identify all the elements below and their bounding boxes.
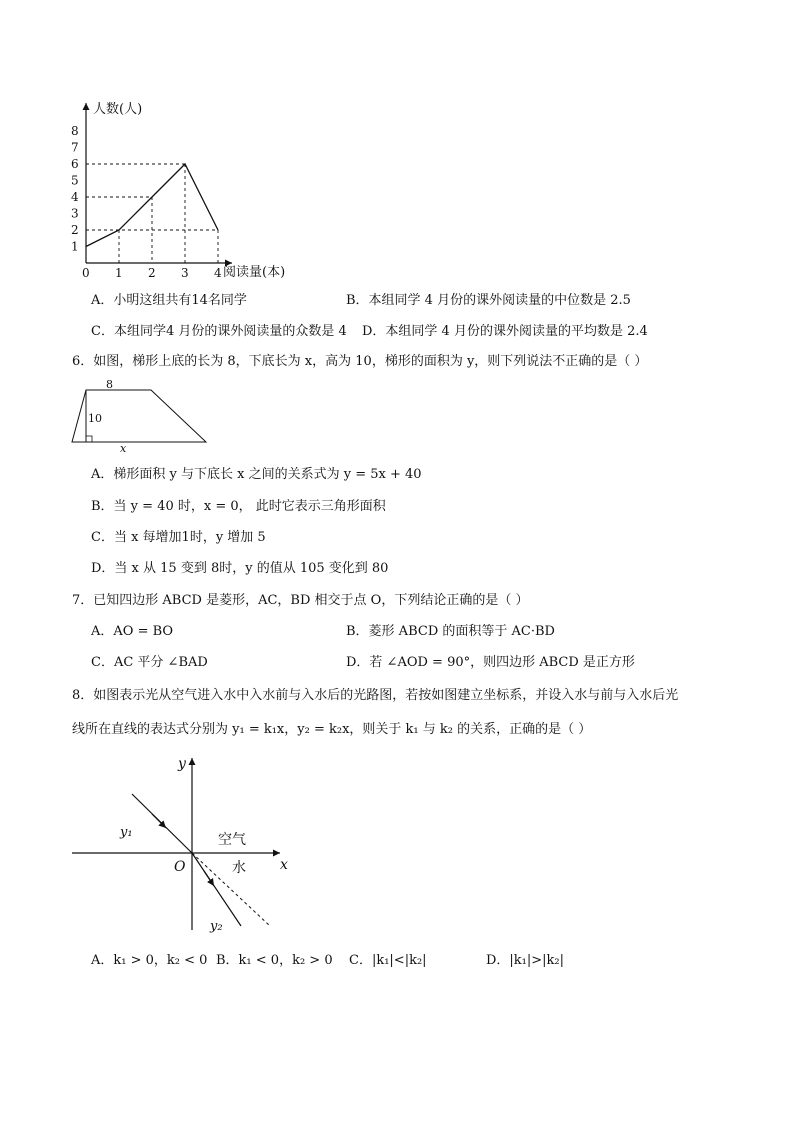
q8-stem-line2: 线所在直线的表达式分别为 y₁ = k₁x，y₂ = k₂x，则关于 k₁ 与 k₂ 的关系，正确的是（ ）: [72, 722, 592, 737]
air-label: 空气: [218, 832, 246, 848]
incident-arrow: [152, 814, 166, 828]
x-tick-label: 2: [148, 266, 156, 280]
q7-option-d: D．若 ∠AOD = 90°，则四边形 ABCD 是正方形: [346, 655, 635, 670]
q7-option-b: B．菱形 ABCD 的面积等于 AC·BD: [346, 624, 555, 639]
q5-option-c: C．本组同学4 月份的课外阅读量的众数是 4: [91, 324, 347, 339]
x-tick-label: 0: [82, 266, 90, 280]
x-tick-label: 3: [181, 266, 189, 280]
x-tick-label: 4: [214, 266, 222, 280]
q7-option-a: A．AO = BO: [91, 624, 174, 639]
light-refraction-figure: [68, 752, 308, 937]
y-axis-label: y: [178, 756, 186, 772]
y-tick-labels: [71, 124, 79, 254]
y-tick-label: 7: [71, 140, 79, 155]
q8-option-d: D．|k₁|>|k₂|: [486, 953, 565, 968]
y-tick-label: 3: [71, 206, 79, 221]
y-tick-label: 1: [71, 239, 79, 254]
q6-option-c: C．当 x 每增加1时，y 增加 5: [91, 530, 266, 545]
y1-label: y₁: [120, 825, 133, 840]
trapezoid-figure: [68, 376, 213, 454]
q7-stem: 7．已知四边形 ABCD 是菱形，AC，BD 相交于点 O，下列结论正确的是（ ）: [72, 593, 529, 608]
q5-option-a: A．小明这组共有14名同学: [91, 293, 247, 308]
water-label: 水: [232, 860, 246, 876]
q8-option-c: C．|k₁|<|k₂|: [349, 953, 427, 968]
x-axis-label: x: [280, 857, 288, 873]
bottom-base-label: x: [120, 442, 127, 454]
y-tick-label: 4: [71, 190, 79, 204]
x-tick-label: 1: [115, 266, 123, 280]
q7-option-c: C．AC 平分 ∠BAD: [91, 655, 208, 670]
q5-option-b: B．本组同学 4 月份的课外阅读量的中位数是 2.5: [346, 293, 631, 308]
x-axis-label: 阅读量(本): [223, 265, 286, 280]
q6-stem: 6．如图，梯形上底的长为 8，下底长为 x，高为 10，梯形的面积为 y，则下列说法不正确的是（ ）: [72, 354, 648, 369]
x-tick-labels: [82, 266, 222, 280]
q6-option-b: B．当 y = 40 时，x = 0， 此时它表示三角形面积: [91, 499, 386, 514]
height-label: 10: [88, 412, 102, 425]
refracted-arrow: [204, 871, 214, 886]
q5-option-d: D．本组同学 4 月份的课外阅读量的平均数是 2.4: [362, 324, 648, 339]
extension-dashed-line: [192, 853, 270, 926]
chart-guides: [86, 164, 218, 263]
right-angle-mark: [86, 436, 92, 442]
reading-line-chart: [60, 95, 320, 285]
y-tick-label: 5: [71, 173, 79, 188]
y-axis-label: 人数(人): [93, 102, 143, 117]
y2-label: y₂: [210, 919, 223, 934]
q8-option-b: B．k₁ < 0，k₂ > 0: [216, 953, 333, 968]
y-tick-label: 6: [71, 157, 79, 171]
q6-option-d: D．当 x 从 15 变到 8时，y 的值从 105 变化到 80: [91, 561, 389, 576]
y-tick-label: 8: [71, 124, 79, 138]
origin-label: O: [174, 859, 186, 875]
top-base-label: 8: [106, 378, 113, 391]
y-tick-label: 2: [71, 223, 79, 237]
q6-option-a: A．梯形面积 y 与下底长 x 之间的关系式为 y = 5x + 40: [91, 467, 422, 482]
q8-option-a: A．k₁ > 0，k₂ < 0: [91, 953, 208, 968]
q8-stem-line1: 8．如图表示光从空气进入水中入水前与入水后的光路图，若按如图建立坐标系，并设入水与前与入水后光: [72, 688, 679, 703]
